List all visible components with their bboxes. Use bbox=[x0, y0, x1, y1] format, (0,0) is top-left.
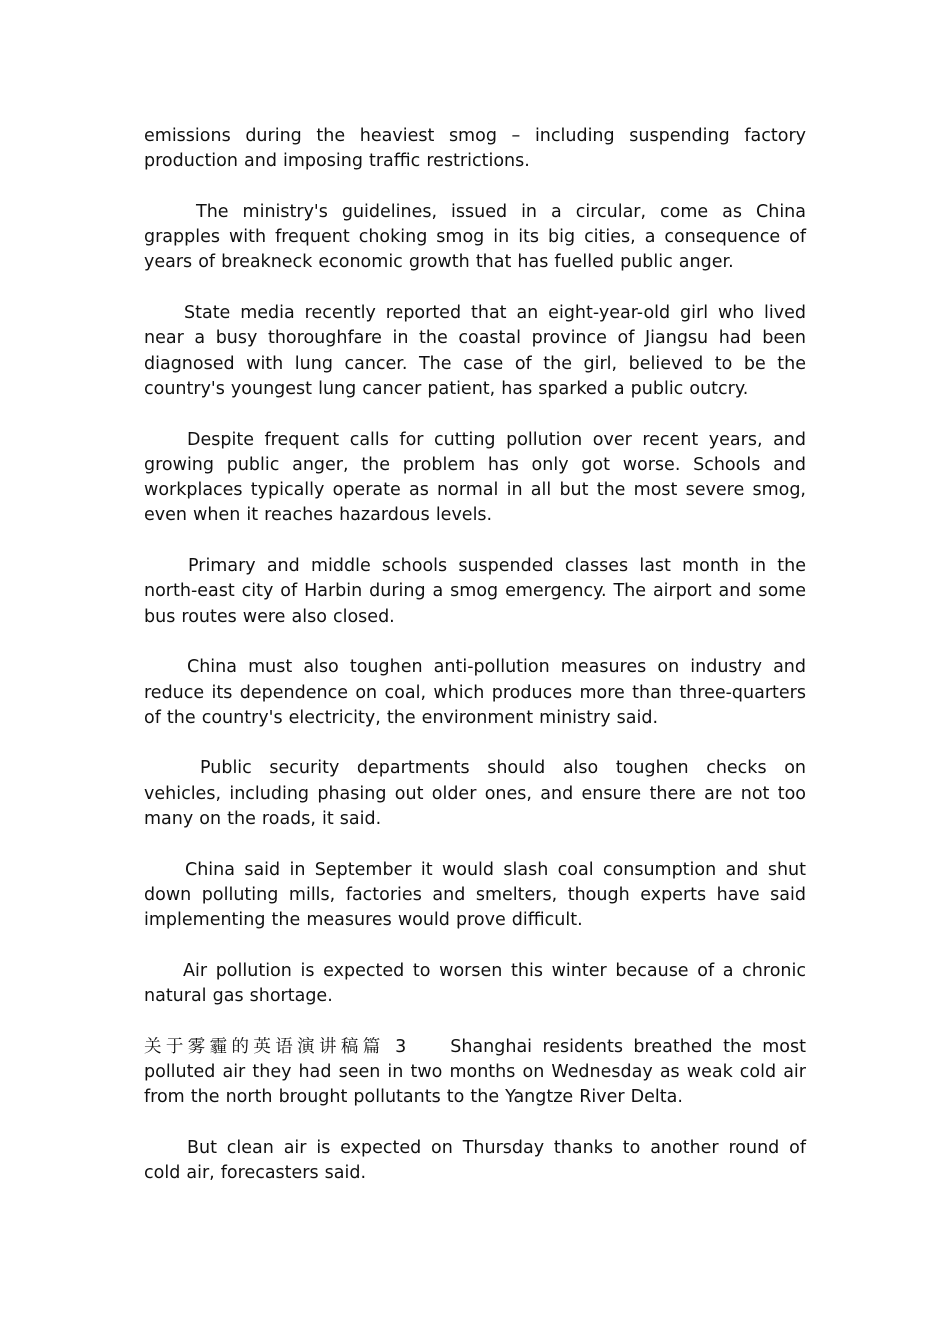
section-3-paragraph bbox=[144, 1035, 806, 1111]
section-3-heading: 关于雾霾的英语演讲稿篇 3 bbox=[144, 1036, 407, 1057]
document-body bbox=[144, 124, 806, 1212]
paragraph-schools-suspended: Primary and middle schools suspended classes last month in the north-east city of Harbin during a smog emergency. The airport and some bus routes were also closed. bbox=[144, 556, 806, 627]
section-3-text: Shanghai residents breathed the most polluted air they had seen in two months on Wednesday as weak cold air from the north brought pollutants to the Yangtze River Delta. bbox=[144, 1036, 806, 1108]
paragraph-coal-dependence: China must also toughen anti-pollution measures on industry and reduce its dependence on coal, which produces more than three-quarters of the country's electricity, the environment ministry said. bbox=[144, 657, 806, 728]
paragraph-september-coal: China said in September it would slash coal consumption and shut down polluting mills, factories and smelters, though experts have said implementing the measures would prove difficult. bbox=[144, 859, 806, 931]
paragraph-continuation: emissions during the heaviest smog – including suspending factory production and imposing traffic restrictions. bbox=[144, 126, 806, 172]
paragraph-despite-calls: Despite frequent calls for cutting pollution over recent years, and growing public anger, the problem has only got worse. Schools and workplaces typically operate as normal in all but the most severe smog, even when it reaches hazardous levels. bbox=[144, 429, 806, 526]
paragraph-public-security: Public security departments should also toughen checks on vehicles, including phasing out older ones, and ensure there are not too many on the roads, it said. bbox=[144, 758, 806, 830]
paragraph-ministry-guidelines: The ministry's guidelines, issued in a circular, come as China grapples with frequent choking smog in its big cities, a consequence of years of breakneck economic growth that has fuelled public anger. bbox=[144, 201, 806, 273]
paragraph-state-media: State media recently reported that an eight-year-old girl who lived near a busy thoroughfare in the coastal province of Jiangsu had been diagnosed with lung cancer. The case of the girl, believed to be the country's youngest lung cancer patient, has sparked a public outcry. bbox=[144, 303, 806, 399]
paragraph-clean-air-thursday: But clean air is expected on Thursday thanks to another round of cold air, forecasters said. bbox=[144, 1137, 806, 1184]
paragraph-air-pollution-winter: Air pollution is expected to worsen this winter because of a chronic natural gas shortage. bbox=[144, 960, 806, 1007]
